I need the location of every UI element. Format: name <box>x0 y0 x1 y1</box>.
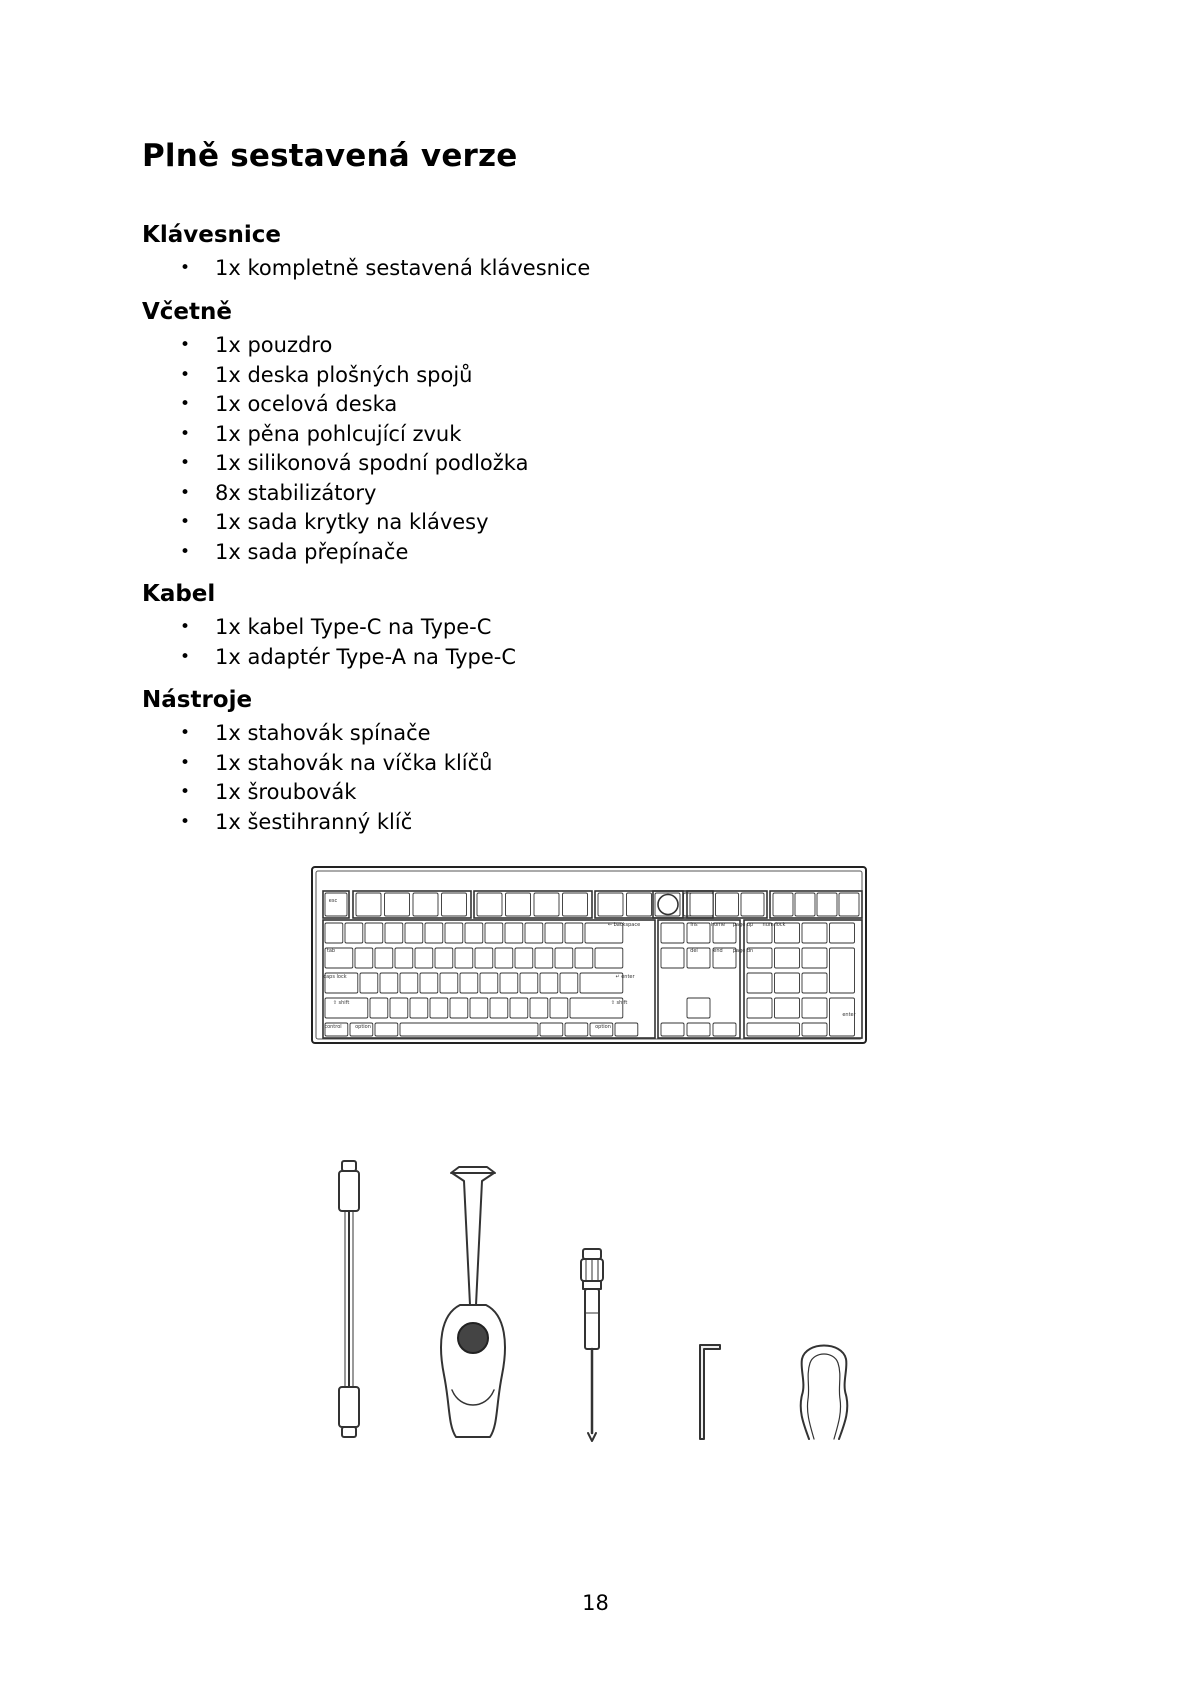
keycap <box>505 923 523 943</box>
key-label-end: end <box>713 948 723 954</box>
section-keyboard <box>142 221 590 284</box>
switch-puller-icon <box>441 1167 505 1437</box>
knob <box>658 895 678 915</box>
keycap <box>687 1023 710 1036</box>
keycap <box>375 1023 398 1036</box>
bullet-icon: • <box>180 752 191 773</box>
bullet-icon: • <box>180 258 191 278</box>
keycap <box>661 948 684 968</box>
keycap-puller-icon <box>801 1346 848 1440</box>
key-label-esc: esc <box>328 898 338 904</box>
keycap <box>747 998 772 1018</box>
keycap <box>385 893 410 916</box>
keycap <box>390 998 408 1018</box>
list-item: • 1x kompletně sestavená klávesnice <box>142 254 590 284</box>
key-label-del: del <box>690 948 698 954</box>
keycap <box>325 893 347 916</box>
section-heading: Klávesnice <box>142 222 281 248</box>
screwdriver-icon <box>581 1249 603 1441</box>
keycap <box>510 998 528 1018</box>
keycap <box>690 893 713 916</box>
bullet-icon: • <box>180 482 191 503</box>
keycap <box>661 1023 684 1036</box>
list-item: • 1x šestihranný klíč <box>142 808 492 838</box>
keycap <box>425 923 443 943</box>
keycap <box>506 893 531 916</box>
keycap <box>435 948 453 968</box>
keycap <box>385 923 403 943</box>
item-list <box>142 719 492 837</box>
keycap <box>355 948 373 968</box>
list-item: • 1x sada přepínače <box>142 538 528 568</box>
tools-illustration <box>320 1155 870 1445</box>
list-item: • 8x stabilizátory <box>142 479 528 509</box>
list-item: • 1x pouzdro <box>142 331 528 361</box>
section-included <box>142 298 528 567</box>
keycap <box>802 1023 827 1036</box>
keycap <box>500 973 518 993</box>
bullet-icon: • <box>180 364 191 385</box>
bullet-icon: • <box>180 423 191 444</box>
list-item: • 1x ocelová deska <box>142 390 528 420</box>
keycap <box>485 923 503 943</box>
keycap <box>773 893 793 916</box>
keycap <box>475 948 493 968</box>
keyboard-icon <box>311 866 867 1044</box>
bullet-icon: • <box>180 782 191 802</box>
bullet-icon: • <box>180 646 191 667</box>
keycap <box>802 923 827 943</box>
keycap <box>565 1023 588 1036</box>
keycap <box>525 923 543 943</box>
item-list <box>142 613 516 672</box>
keycap <box>395 948 413 968</box>
keycap <box>413 893 438 916</box>
keycap <box>442 893 467 916</box>
keycap <box>627 893 652 916</box>
keycap <box>775 973 800 993</box>
keycap <box>370 998 388 1018</box>
list-item: • 1x pěna pohlcující zvuk <box>142 420 528 450</box>
keycap <box>520 973 538 993</box>
keycap <box>802 973 827 993</box>
keycap <box>345 923 363 943</box>
keycap <box>356 893 381 916</box>
keycap <box>598 893 623 916</box>
key-label-caps: caps lock <box>323 974 347 980</box>
bullet-icon: • <box>180 335 191 355</box>
keycap <box>535 948 553 968</box>
keycap <box>713 1023 736 1036</box>
keycap <box>360 973 378 993</box>
keycap <box>400 1023 538 1036</box>
key-label-enter: ↵ enter <box>615 974 635 980</box>
bullet-icon: • <box>180 512 191 532</box>
keycap <box>560 973 578 993</box>
keycap <box>450 998 468 1018</box>
list-item: • 1x deska plošných spojů <box>142 361 528 391</box>
key-label-option-left: option <box>355 1024 371 1030</box>
section-tools <box>142 686 492 837</box>
tools-svg <box>320 1155 870 1445</box>
keycap <box>595 948 623 968</box>
keycap <box>795 893 815 916</box>
keycap <box>440 973 458 993</box>
keycap <box>830 948 855 993</box>
section-cable <box>142 580 516 672</box>
item-list <box>142 331 528 567</box>
list-item: • 1x silikonová spodní podložka <box>142 449 528 479</box>
keycap <box>540 973 558 993</box>
keycap <box>415 948 433 968</box>
keycap <box>460 973 478 993</box>
keycap <box>405 923 423 943</box>
bullet-icon: • <box>180 394 191 414</box>
key-label-lshift: ⇧ shift <box>332 1000 350 1006</box>
key-label-ins: ins <box>690 922 698 928</box>
key-label-control: control <box>324 1024 342 1030</box>
keycap <box>490 998 508 1018</box>
list-item: • 1x stahovák spínače <box>142 719 492 749</box>
keycap <box>465 923 483 943</box>
keycap <box>477 893 502 916</box>
section-heading: Včetně <box>142 299 233 325</box>
keycap <box>515 948 533 968</box>
keycap <box>545 923 563 943</box>
keycap <box>420 973 438 993</box>
section-heading: Nástroje <box>142 687 253 713</box>
keycap <box>530 998 548 1018</box>
keycap <box>775 998 800 1018</box>
keycap <box>802 948 827 968</box>
keycap <box>802 998 827 1018</box>
keycap <box>400 973 418 993</box>
keycap <box>455 948 473 968</box>
keycap <box>687 998 710 1018</box>
bullet-icon: • <box>180 811 191 832</box>
keycap <box>741 893 764 916</box>
list-item: • 1x adaptér Type-A na Type-C <box>142 643 516 673</box>
key-label-num-enter: enter <box>842 1012 856 1018</box>
keycap <box>661 923 684 943</box>
keycap <box>430 998 448 1018</box>
list-item: • 1x stahovák na víčka klíčů <box>142 749 492 779</box>
item-list <box>142 254 590 284</box>
keycap <box>380 973 398 993</box>
usb-cable-icon <box>339 1161 359 1437</box>
keycap <box>716 893 739 916</box>
keycap <box>615 1023 638 1036</box>
page-number: 18 <box>582 1591 609 1615</box>
keycap <box>410 998 428 1018</box>
bullet-icon: • <box>180 617 191 637</box>
key-label-numlock: num lock <box>762 922 786 928</box>
hex-key-icon <box>700 1345 720 1439</box>
key-label-rshift: ⇧ shift <box>610 1000 628 1006</box>
keycap <box>550 998 568 1018</box>
keycap <box>325 923 343 943</box>
key-label-tab: tab <box>326 948 336 954</box>
keycap <box>563 893 588 916</box>
keycap <box>747 973 772 993</box>
keycap <box>365 923 383 943</box>
keycap <box>747 1023 800 1036</box>
keycap <box>534 893 559 916</box>
keycap <box>480 973 498 993</box>
key-label-option-right: option <box>595 1024 611 1030</box>
key-label-pgdn: page dn <box>732 948 754 954</box>
keycap <box>830 923 855 943</box>
page-title: Plně sestavená verze <box>142 138 518 174</box>
bullet-icon: • <box>180 453 191 473</box>
keycap <box>565 923 583 943</box>
keycap <box>555 948 573 968</box>
list-item: • 1x sada krytky na klávesy <box>142 508 528 538</box>
keycap <box>445 923 463 943</box>
bullet-icon: • <box>180 723 191 743</box>
keycap <box>775 948 800 968</box>
keycap <box>817 893 837 916</box>
keycap <box>495 948 513 968</box>
key-label-pgup: page up <box>732 922 754 928</box>
keycap <box>375 948 393 968</box>
keycap <box>540 1023 563 1036</box>
key-label-home: home <box>710 922 726 928</box>
bullet-icon: • <box>180 541 191 562</box>
section-heading: Kabel <box>142 581 216 607</box>
keyboard-illustration <box>311 866 867 1044</box>
list-item: • 1x šroubovák <box>142 778 492 808</box>
key-label-backspace: ← backspace <box>607 922 641 928</box>
keycap <box>470 998 488 1018</box>
keycap <box>575 948 593 968</box>
keycap <box>839 893 859 916</box>
list-item: • 1x kabel Type-C na Type-C <box>142 613 516 643</box>
